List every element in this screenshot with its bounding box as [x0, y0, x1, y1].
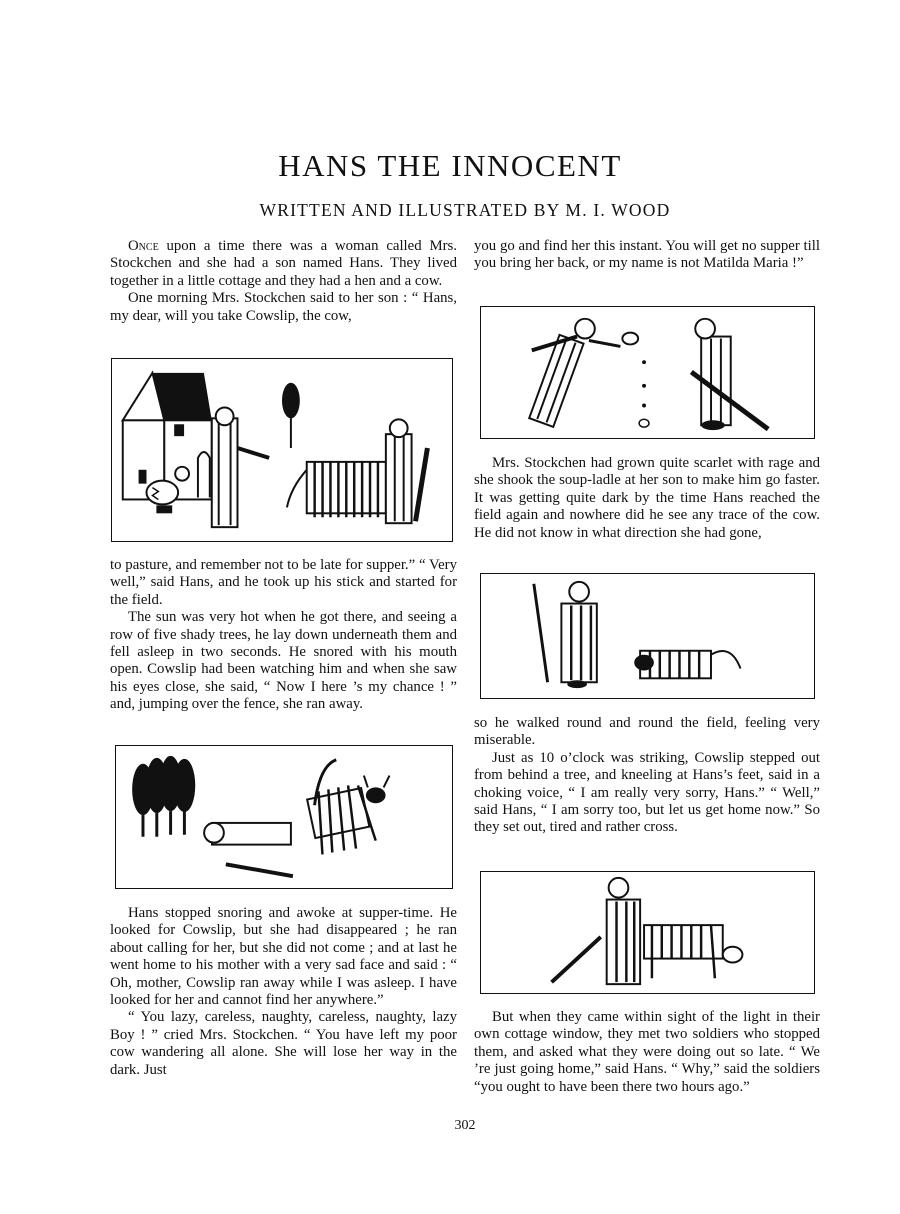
illustration-sleeping-hans-cow-runs [115, 745, 453, 889]
paragraph: But when they came within sight of the light in their own cottage window, they met two soldiers who stopped them, and asked what they were doing out so late. “ We ’re just going home,” said Hans. “ Why,” said the soldiers “you ought to have been there two hours ago.” [474, 1009, 820, 1095]
byline: WRITTEN AND ILLUSTRATED BY M. I. WOOD [259, 200, 671, 220]
paragraph: Mrs. Stockchen had grown quite scarlet with rage and she shook the soup-ladle at her son to make him go faster. It was getting quite dark by the time Hans reached the field again and nowhere did he see any trace of the cow. He did not know in what direction she had gone, [474, 455, 820, 541]
cottage-scene-drawing [112, 359, 452, 541]
left-column-top [110, 238, 457, 325]
paragraph: Hans stopped snoring and awoke at supper-time. He looked for Cowslip, but she had disappeared ; he ran about calling for her, but she did not come ; and at last he went home to his mother with a very sad face and said : “ Oh, mother, Cowslip ran away while I was asleep. I have looked for her and cannot find her anywhere.” [110, 905, 457, 1009]
paragraph: “ You lazy, careless, naughty, careless, naughty, lazy Boy ! ” cried Mrs. Stockchen. “ You have left my poor cow wandering all alone. She will lose her way in the dark. Just [110, 1009, 457, 1078]
illustration-mother-ladle [480, 306, 815, 439]
right-column-lower [474, 715, 820, 837]
paragraph: The sun was very hot when he got there, and seeing a row of five shady trees, he lay down underneath them and fell asleep in two seconds. He snored with his mouth open. Cowslip had been watching him and when she saw his eyes close, she said, “ Now I here ’s my chance ! ” and, jumping over the fence, she ran away. [110, 609, 457, 713]
left-column-middle [110, 557, 457, 714]
illustration-hans-and-cow-home [480, 871, 815, 994]
paragraph: One morning Mrs. Stockchen said to her son : “ Hans, my dear, will you take Cowslip, the cow, [110, 290, 457, 324]
illustration-cottage-hans-cow [111, 358, 453, 542]
drop-cap-word: Once [128, 238, 159, 254]
paragraph: you go and find her this instant. You will get no supper till you bring her back, or my name is not Matilda Maria !” [474, 238, 820, 272]
paragraph-text: upon a time there was a woman called Mrs. Stockchen and she had a son named Hans. They lived together in a little cottage and they had a hen and a cow. [110, 238, 457, 289]
sleeping-scene-drawing [116, 746, 452, 888]
paragraph: so he walked round and round the field, feeling very miserable. [474, 715, 820, 749]
hans-cow-home-drawing [481, 872, 814, 993]
hans-searching-drawing [481, 574, 814, 698]
right-column-top [474, 238, 820, 273]
paragraph: to pasture, and remember not to be late for supper.” “ Very well,” said Hans, and he took up his stick and started for the field. [110, 557, 457, 608]
illustration-hans-searching [480, 573, 815, 699]
paragraph: Just as 10 o’clock was striking, Cowslip stepped out from behind a tree, and kneeling at Hans’s feet, said in a choking voice, “ I am really very sorry, Hans.” “ Well,” said Hans, “ I am sorry too, but let us get home now.” So they set out, tired and rather cross. [474, 749, 820, 836]
left-column-bottom [110, 905, 457, 1079]
right-column-bottom [474, 1009, 820, 1096]
paragraph [110, 238, 457, 290]
page-number: 302 [454, 1118, 476, 1133]
right-column-middle [474, 455, 820, 542]
mother-ladle-drawing [481, 307, 814, 438]
story-title: HANS THE INNOCENT [278, 148, 622, 183]
